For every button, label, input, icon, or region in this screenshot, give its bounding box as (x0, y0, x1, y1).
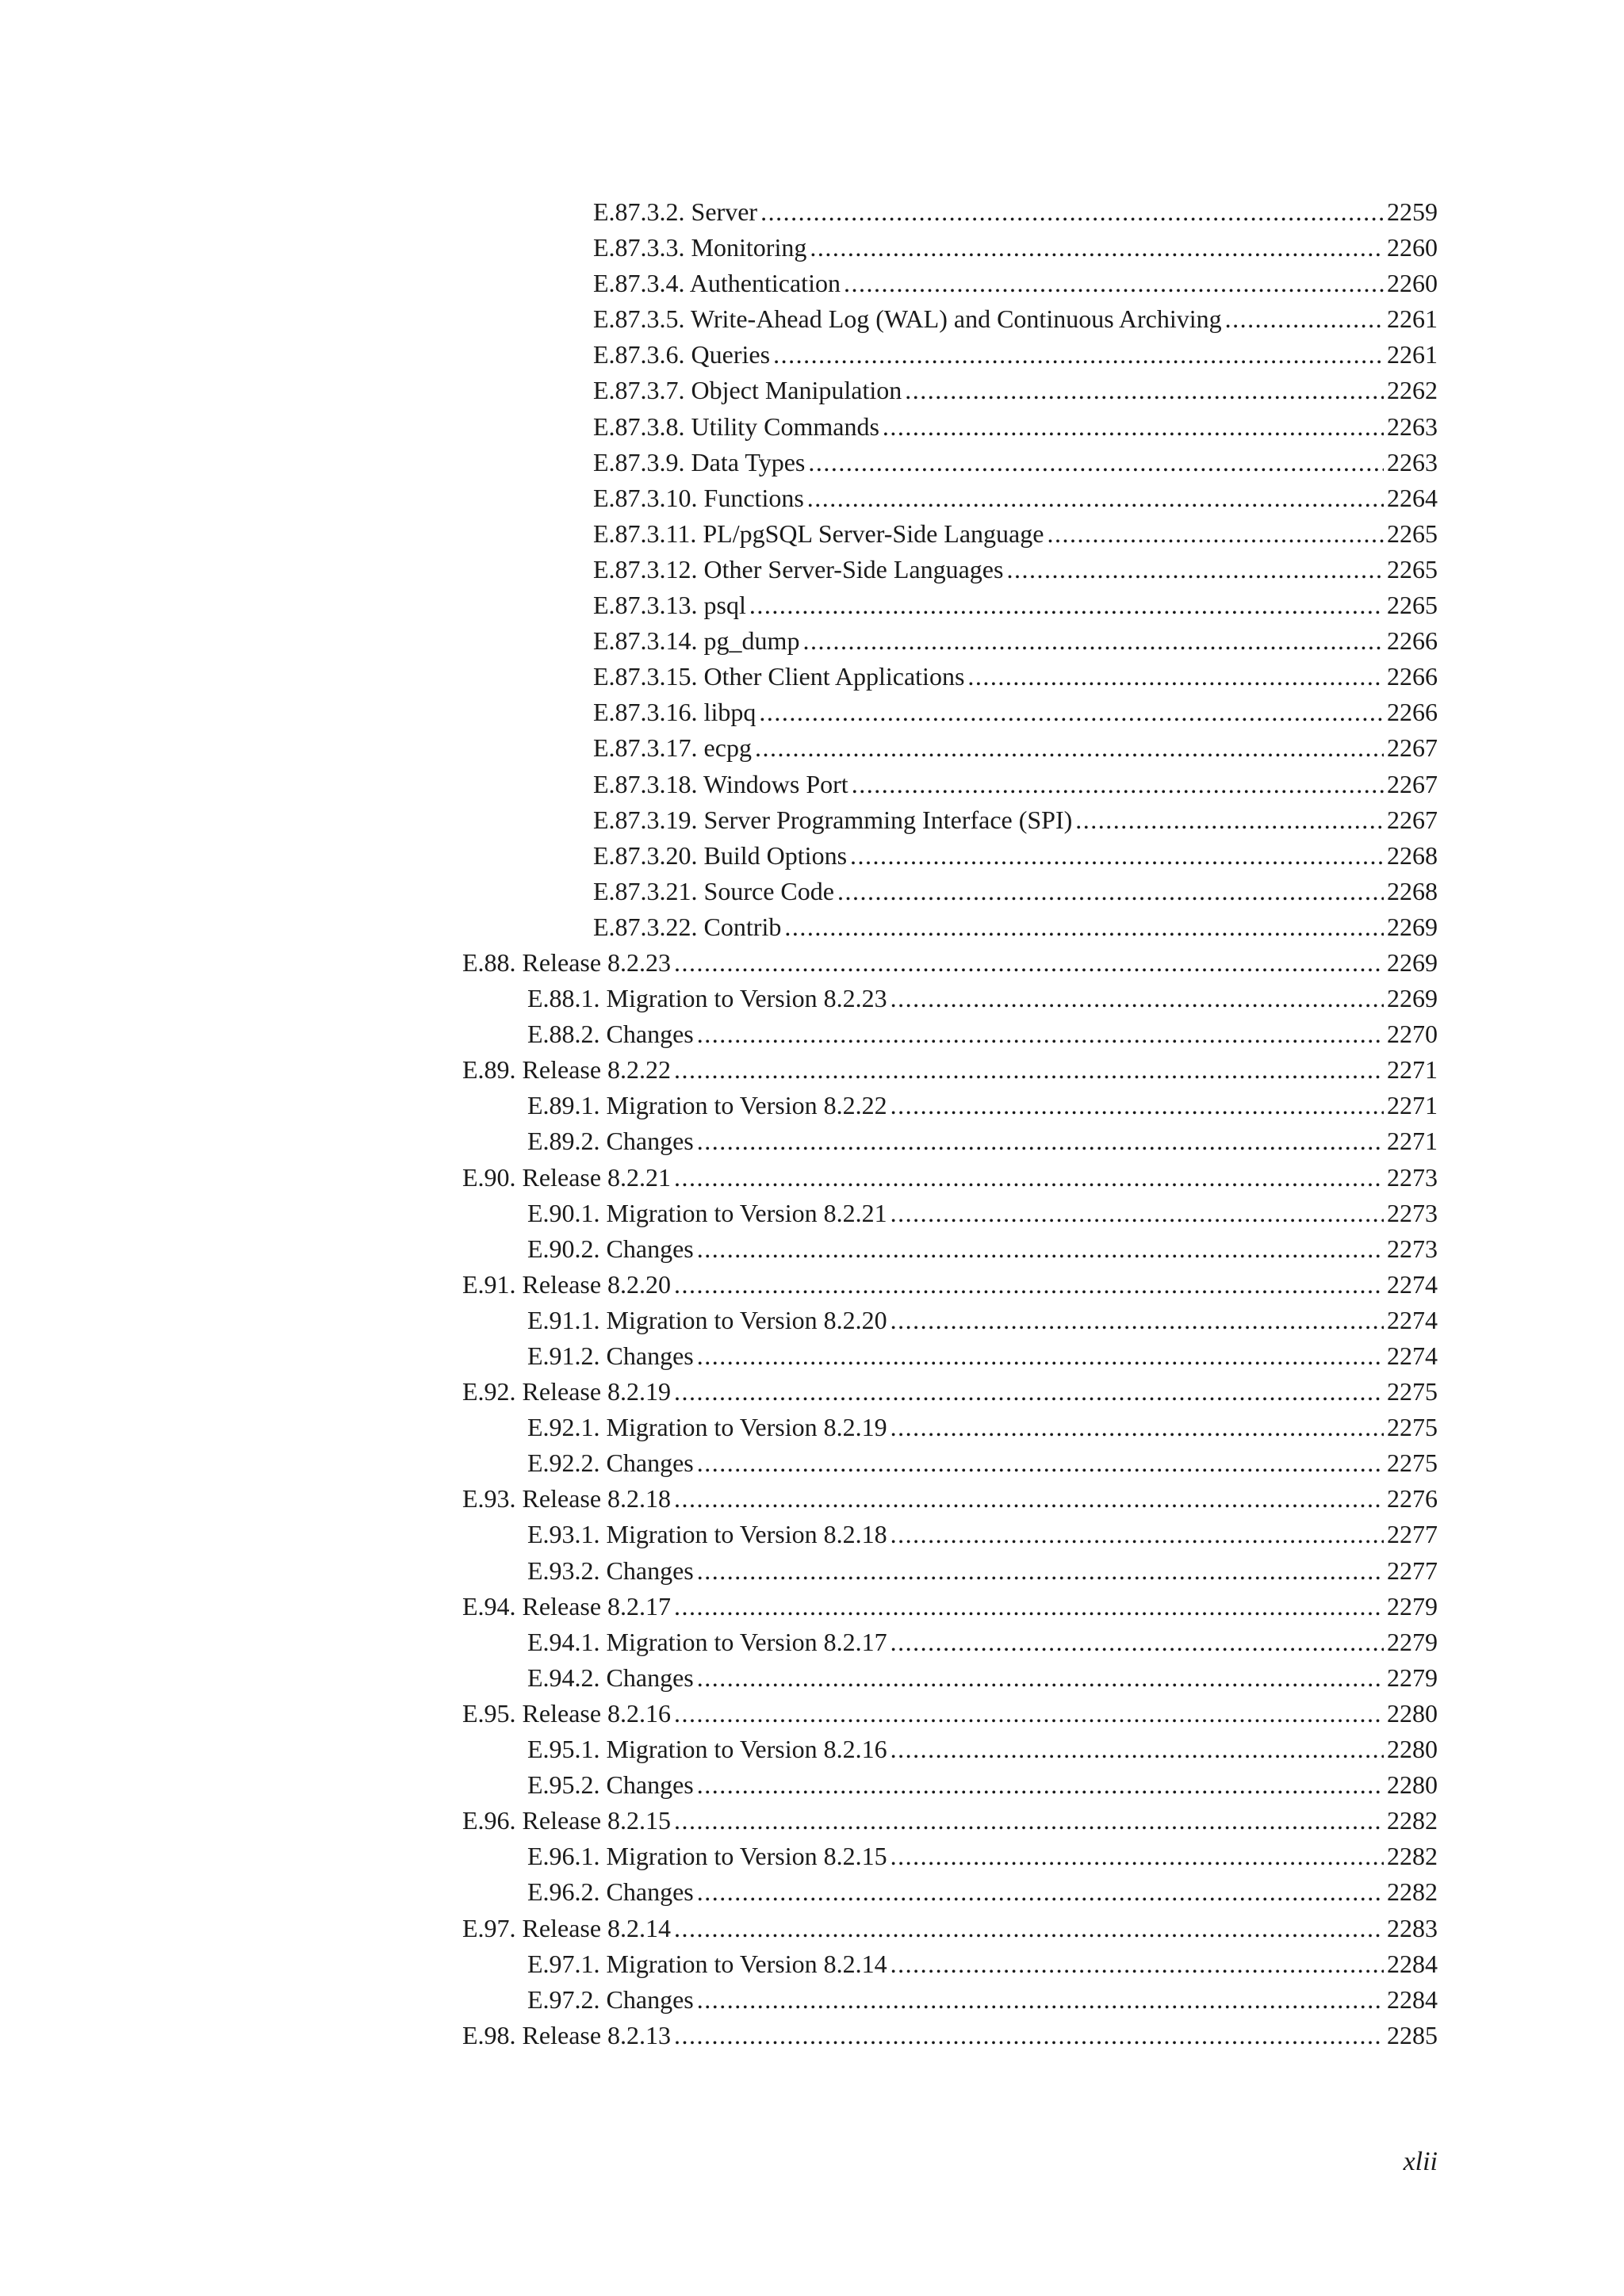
toc-entry[interactable] (462, 1946, 1438, 1982)
toc-entry[interactable] (462, 1303, 1438, 1338)
dot-leader (1075, 802, 1384, 838)
dot-leader (697, 1123, 1384, 1159)
toc-entry[interactable] (462, 480, 1438, 516)
toc-entry-label: E.95. Release 8.2.16 (462, 1698, 672, 1728)
dot-leader (755, 730, 1384, 766)
page-number: xlii (1403, 2147, 1438, 2176)
dot-leader (891, 1624, 1384, 1660)
dot-leader (807, 480, 1384, 516)
toc-entry-label: E.87.3.8. Utility Commands (593, 411, 879, 441)
toc-entry-page: 2275 (1387, 1413, 1438, 1442)
toc-entry[interactable] (462, 659, 1438, 695)
dot-leader (697, 1874, 1384, 1910)
toc-entry[interactable] (462, 1196, 1438, 1231)
toc-entry-page: 2266 (1387, 626, 1438, 656)
toc-entry-label: E.97.1. Migration to Version 8.2.14 (527, 1949, 887, 1978)
toc-entry-label: E.87.3.17. ecpg (593, 733, 752, 763)
toc-entry-label: E.88.2. Changes (527, 1020, 694, 1049)
dot-leader (697, 1660, 1384, 1696)
toc-entry-label: E.87.3.7. Object Manipulation (593, 376, 902, 405)
dot-leader (891, 1303, 1384, 1338)
toc-entry-label: E.87.3.11. PL/pgSQL Server-Side Language (593, 519, 1044, 548)
toc-entry-label: E.87.3.22. Contrib (593, 912, 782, 941)
dot-leader (674, 1374, 1384, 1410)
dot-leader (850, 838, 1384, 874)
toc-entry-page: 2271 (1387, 1091, 1438, 1120)
toc-entry-page: 2260 (1387, 233, 1438, 262)
toc-entry-label: E.95.2. Changes (527, 1770, 694, 1800)
dot-leader (674, 1696, 1384, 1732)
dot-leader (1006, 552, 1384, 587)
toc-entry[interactable] (462, 1338, 1438, 1374)
toc-entry-label: E.97. Release 8.2.14 (462, 1913, 672, 1942)
toc-entry-page: 2261 (1387, 304, 1438, 334)
toc-entry-page: 2283 (1387, 1913, 1438, 1942)
toc-entry-page: 2284 (1387, 1984, 1438, 2014)
toc-entry-label: E.91.1. Migration to Version 8.2.20 (527, 1305, 887, 1334)
toc-entry-page: 2269 (1387, 984, 1438, 1013)
dot-leader (891, 1732, 1384, 1767)
dot-leader (784, 909, 1384, 945)
toc-entry-label: E.97.2. Changes (527, 1984, 694, 2014)
toc-entry[interactable] (462, 1016, 1438, 1052)
toc-entry-page: 2271 (1387, 1055, 1438, 1085)
toc-entry[interactable] (462, 1839, 1438, 1874)
dot-leader (773, 337, 1384, 373)
toc-entry-page: 2264 (1387, 483, 1438, 512)
dot-leader (810, 230, 1384, 266)
toc-entry[interactable] (462, 373, 1438, 408)
toc-entry[interactable] (462, 1160, 1438, 1196)
toc-entry-label: E.96.2. Changes (527, 1877, 694, 1907)
toc-entry-page: 2266 (1387, 698, 1438, 727)
dot-leader (674, 1052, 1384, 1088)
toc-entry-page: 2271 (1387, 1127, 1438, 1156)
dot-leader (837, 874, 1384, 909)
toc-entry-page: 2279 (1387, 1627, 1438, 1656)
toc-entry-page: 2274 (1387, 1305, 1438, 1334)
toc-entry-label: E.87.3.4. Authentication (593, 269, 841, 298)
toc-entry[interactable] (462, 1624, 1438, 1660)
toc-entry[interactable] (462, 1052, 1438, 1088)
toc-entry-page: 2259 (1387, 197, 1438, 226)
dot-leader (905, 373, 1384, 408)
toc-entry-page: 2275 (1387, 1448, 1438, 1478)
dot-leader (852, 767, 1384, 802)
toc-entry-page: 2260 (1387, 269, 1438, 298)
toc-entry[interactable] (462, 445, 1438, 480)
toc-entry-label: E.87.3.14. pg_dump (593, 626, 800, 656)
dot-leader (891, 1088, 1384, 1123)
dot-leader (891, 1196, 1384, 1231)
dot-leader (891, 1946, 1384, 1982)
toc-entry-page: 2277 (1387, 1556, 1438, 1585)
toc-entry[interactable] (462, 874, 1438, 909)
toc-entry-label: E.88. Release 8.2.23 (462, 947, 672, 977)
toc-entry-label: E.93.2. Changes (527, 1556, 694, 1585)
toc-entry-page: 2276 (1387, 1484, 1438, 1513)
toc-entry[interactable] (462, 230, 1438, 266)
toc-entry-page: 2282 (1387, 1806, 1438, 1835)
toc-entry-label: E.95.1. Migration to Version 8.2.16 (527, 1735, 887, 1764)
toc-entry-label: E.87.3.5. Write-Ahead Log (WAL) and Continuous Archiving (593, 304, 1222, 334)
toc-entry-page: 2268 (1387, 840, 1438, 870)
toc-entry-label: E.87.3.20. Build Options (593, 840, 848, 870)
toc-entry-page: 2280 (1387, 1770, 1438, 1800)
toc-entry-label: E.87.3.15. Other Client Applications (593, 662, 965, 691)
dot-leader (844, 266, 1384, 301)
dot-leader (891, 1839, 1384, 1874)
toc-entry[interactable] (462, 1231, 1438, 1267)
toc-entry[interactable] (462, 1732, 1438, 1767)
toc-entry-page: 2267 (1387, 805, 1438, 834)
dot-leader (697, 1982, 1384, 2018)
toc-entry[interactable] (462, 1481, 1438, 1517)
toc-entry[interactable] (462, 1374, 1438, 1410)
toc-entry-page: 2261 (1387, 340, 1438, 369)
dot-leader (760, 194, 1384, 230)
toc-entry-page: 2262 (1387, 376, 1438, 405)
toc-entry-label: E.87.3.2. Server (593, 197, 758, 226)
dot-leader (802, 623, 1384, 659)
dot-leader (749, 587, 1384, 623)
dot-leader (891, 1517, 1384, 1552)
toc-entry-label: E.89.2. Changes (527, 1127, 694, 1156)
toc-entry-label: E.89.1. Migration to Version 8.2.22 (527, 1091, 887, 1120)
toc-entry[interactable] (462, 1445, 1438, 1481)
toc-entry-page: 2268 (1387, 876, 1438, 905)
toc-entry-page: 2279 (1387, 1663, 1438, 1692)
toc-entry-page: 2267 (1387, 733, 1438, 763)
toc-entry-page: 2266 (1387, 662, 1438, 691)
dot-leader (674, 1589, 1384, 1624)
toc-entry-label: E.92.1. Migration to Version 8.2.19 (527, 1413, 887, 1442)
toc-entry-label: E.98. Release 8.2.13 (462, 2020, 672, 2049)
toc-entry-label: E.87.3.10. Functions (593, 483, 804, 512)
toc-entry[interactable] (462, 1660, 1438, 1696)
toc-entry[interactable] (462, 2018, 1438, 2053)
toc-entry[interactable] (462, 194, 1438, 230)
toc-entry[interactable] (462, 301, 1438, 337)
toc-entry-label: E.87.3.9. Data Types (593, 447, 806, 476)
dot-leader (697, 1445, 1384, 1481)
toc-entry[interactable] (462, 909, 1438, 945)
toc-entry[interactable] (462, 1123, 1438, 1159)
toc-entry-page: 2263 (1387, 411, 1438, 441)
dot-leader (674, 945, 1384, 981)
toc-entry-label: E.87.3.12. Other Server-Side Languages (593, 554, 1004, 584)
toc-entry-page: 2263 (1387, 447, 1438, 476)
toc-entry[interactable] (462, 1696, 1438, 1732)
toc-entry[interactable] (462, 981, 1438, 1016)
dot-leader (697, 1767, 1384, 1803)
toc-entry[interactable] (462, 838, 1438, 874)
toc-entry-page: 2273 (1387, 1162, 1438, 1192)
toc-entry-label: E.87.3.19. Server Programming Interface (SPI) (593, 805, 1073, 834)
toc-entry-page: 2269 (1387, 912, 1438, 941)
toc-entry-label: E.91.2. Changes (527, 1341, 694, 1370)
toc-entry-label: E.90. Release 8.2.21 (462, 1162, 672, 1192)
toc-entry-label: E.87.3.18. Windows Port (593, 769, 848, 798)
toc-entry[interactable] (462, 266, 1438, 301)
toc-entry[interactable] (462, 587, 1438, 623)
toc-entry-page: 2282 (1387, 1842, 1438, 1871)
toc-entry-page: 2265 (1387, 591, 1438, 620)
dot-leader (674, 1481, 1384, 1517)
toc-entry-label: E.89. Release 8.2.22 (462, 1055, 672, 1085)
toc-entry-page: 2274 (1387, 1269, 1438, 1299)
toc-entry[interactable] (462, 730, 1438, 766)
toc-entry-label: E.87.3.21. Source Code (593, 876, 834, 905)
dot-leader (1225, 301, 1384, 337)
toc-entry-label: E.96.1. Migration to Version 8.2.15 (527, 1842, 887, 1871)
dot-leader (674, 1160, 1384, 1196)
toc-entry-label: E.92. Release 8.2.19 (462, 1377, 672, 1406)
toc-entry-page: 2285 (1387, 2020, 1438, 2049)
dot-leader (759, 695, 1384, 730)
toc-entry-label: E.92.2. Changes (527, 1448, 694, 1478)
toc-entry-page: 2270 (1387, 1020, 1438, 1049)
toc-entry-label: E.87.3.3. Monitoring (593, 233, 807, 262)
toc-entry-page: 2269 (1387, 947, 1438, 977)
toc-entry-label: E.87.3.16. libpq (593, 698, 756, 727)
toc-entry[interactable] (462, 1767, 1438, 1803)
toc-entry-label: E.87.3.13. psql (593, 591, 746, 620)
toc-entry[interactable] (462, 1803, 1438, 1839)
toc-entry[interactable] (462, 1911, 1438, 1946)
toc-entry-page: 2273 (1387, 1234, 1438, 1263)
toc-entry-label: E.94. Release 8.2.17 (462, 1591, 672, 1621)
toc-entry-page: 2275 (1387, 1377, 1438, 1406)
toc-entry[interactable] (462, 337, 1438, 373)
toc-entry[interactable] (462, 1553, 1438, 1589)
dot-leader (891, 981, 1384, 1016)
dot-leader (674, 2018, 1384, 2053)
toc-entry-label: E.90.1. Migration to Version 8.2.21 (527, 1198, 887, 1227)
dot-leader (674, 1803, 1384, 1839)
toc-entry[interactable] (462, 945, 1438, 981)
toc-entry-label: E.94.1. Migration to Version 8.2.17 (527, 1627, 887, 1656)
dot-leader (697, 1338, 1384, 1374)
toc-entry[interactable] (462, 1267, 1438, 1303)
dot-leader (883, 409, 1384, 445)
toc-entry-page: 2280 (1387, 1735, 1438, 1764)
dot-leader (1047, 516, 1384, 552)
toc-entry-page: 2280 (1387, 1698, 1438, 1728)
toc-entry-page: 2279 (1387, 1591, 1438, 1621)
toc-entry-label: E.87.3.6. Queries (593, 340, 771, 369)
toc-entry[interactable] (462, 1982, 1438, 2018)
dot-leader (891, 1410, 1384, 1445)
dot-leader (808, 445, 1384, 480)
toc-entry-label: E.88.1. Migration to Version 8.2.23 (527, 984, 887, 1013)
toc-entry-label: E.94.2. Changes (527, 1663, 694, 1692)
toc-entry-label: E.91. Release 8.2.20 (462, 1269, 672, 1299)
toc-entry-page: 2284 (1387, 1949, 1438, 1978)
toc-entry-page: 2282 (1387, 1877, 1438, 1907)
toc-entry[interactable] (462, 1517, 1438, 1552)
dot-leader (674, 1911, 1384, 1946)
toc-entry-page: 2265 (1387, 554, 1438, 584)
toc-entry-label: E.93. Release 8.2.18 (462, 1484, 672, 1513)
toc-entry[interactable] (462, 1088, 1438, 1123)
toc-entry-page: 2273 (1387, 1198, 1438, 1227)
toc-entry[interactable] (462, 552, 1438, 587)
toc-entry-page: 2265 (1387, 519, 1438, 548)
dot-leader (674, 1267, 1384, 1303)
toc-entry-page: 2277 (1387, 1520, 1438, 1549)
toc-entry[interactable] (462, 623, 1438, 659)
toc-entry-label: E.93.1. Migration to Version 8.2.18 (527, 1520, 887, 1549)
toc-entry[interactable] (462, 695, 1438, 730)
dot-leader (697, 1231, 1384, 1267)
dot-leader (697, 1553, 1384, 1589)
toc-entry[interactable] (462, 1874, 1438, 1910)
toc-entry-label: E.90.2. Changes (527, 1234, 694, 1263)
toc-entry[interactable] (462, 802, 1438, 838)
toc-entry[interactable] (462, 767, 1438, 802)
toc-entry[interactable] (462, 1589, 1438, 1624)
toc-entry-page: 2267 (1387, 769, 1438, 798)
toc-entry[interactable] (462, 516, 1438, 552)
toc-entry[interactable] (462, 409, 1438, 445)
table-of-contents (462, 194, 1438, 2053)
dot-leader (697, 1016, 1384, 1052)
toc-entry-page: 2274 (1387, 1341, 1438, 1370)
toc-entry[interactable] (462, 1410, 1438, 1445)
toc-entry-label: E.96. Release 8.2.15 (462, 1806, 672, 1835)
dot-leader (967, 659, 1384, 695)
